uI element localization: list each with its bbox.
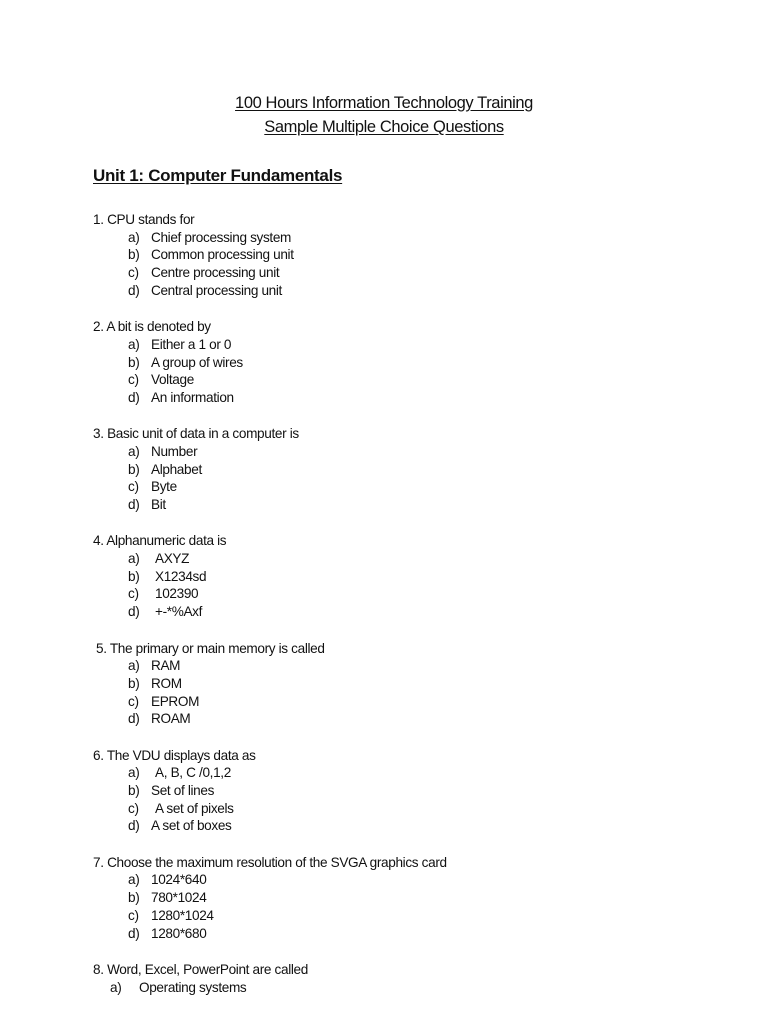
option-text: Common processing unit [151, 247, 294, 263]
option-text: Chief processing system [151, 229, 292, 245]
option-text: ROM [151, 675, 182, 691]
option-letter: a) [128, 872, 140, 888]
option-text: Either a 1 or 0 [151, 336, 232, 352]
answer-option [93, 246, 447, 264]
answer-option [93, 871, 447, 889]
option-letter: d) [128, 711, 140, 727]
question-text: 5. The primary or main memory is called [96, 640, 325, 656]
option-text: Bit [151, 497, 166, 512]
option-letter: a) [128, 765, 140, 781]
option-letter: c) [128, 693, 139, 709]
option-letter: a) [128, 336, 140, 352]
question-block [93, 211, 447, 299]
option-text: +-*%Axf [155, 604, 203, 620]
answer-option [93, 264, 447, 282]
answer-option [93, 371, 447, 389]
option-letter: c) [128, 907, 139, 923]
option-text: RAM [151, 658, 181, 674]
answer-option [93, 889, 447, 907]
answer-option [93, 925, 447, 943]
option-text: Number [151, 443, 198, 459]
option-text: 780*1024 [151, 890, 207, 906]
option-letter: a) [110, 979, 122, 995]
question-text: 7. Choose the maximum resolution of the SVGA graphics card [93, 854, 447, 870]
question-block [93, 854, 447, 942]
option-text: Set of lines [151, 783, 215, 798]
answer-option [93, 585, 447, 603]
option-text: Alphabet [151, 461, 202, 477]
option-text: X1234sd [155, 568, 207, 584]
question-text: 8. Word, Excel, PowerPoint are called [93, 961, 308, 977]
option-text: A, B, C /0,1,2 [155, 765, 231, 781]
option-letter: d) [128, 389, 140, 405]
option-text: EPROM [151, 693, 200, 709]
answer-option [93, 603, 447, 621]
option-text: 1280*1024 [151, 907, 214, 923]
question-text: 6. The VDU displays data as [93, 747, 256, 763]
document-subtitle: Sample Multiple Choice Questions [264, 118, 504, 136]
answer-option [93, 710, 447, 728]
answer-option [93, 693, 447, 711]
answer-option [93, 675, 447, 693]
answer-option [93, 461, 447, 479]
option-text: Operating systems [139, 979, 247, 995]
option-text: Voltage [151, 372, 194, 388]
answer-option [93, 550, 447, 568]
question-list [93, 211, 447, 1015]
answer-option [93, 282, 447, 300]
option-letter: a) [128, 229, 140, 245]
answer-option [93, 764, 447, 782]
option-letter: d) [128, 925, 140, 941]
answer-option [93, 354, 447, 372]
option-letter: d) [128, 818, 140, 834]
option-letter: b) [128, 461, 140, 477]
option-letter: c) [128, 265, 139, 281]
option-letter: b) [128, 568, 140, 584]
question-block [93, 425, 447, 513]
option-letter: b) [128, 783, 140, 798]
question-block [93, 318, 447, 406]
question-block [93, 532, 447, 620]
option-letter: b) [128, 890, 140, 906]
unit-heading: Unit 1: Computer Fundamentals [93, 166, 343, 185]
question-text: 3. Basic unit of data in a computer is [93, 426, 299, 442]
option-letter: a) [128, 658, 140, 674]
answer-option [93, 907, 447, 925]
option-text: 1024*640 [151, 872, 207, 888]
option-letter: a) [128, 443, 140, 459]
option-text: A set of pixels [155, 800, 234, 816]
option-letter: d) [128, 497, 140, 512]
answer-option [93, 478, 447, 496]
question-block [93, 961, 447, 996]
option-text: An information [151, 389, 234, 405]
option-letter: d) [128, 604, 140, 620]
option-text: 1280*680 [151, 925, 207, 941]
option-letter: b) [128, 247, 140, 263]
question-text: 4. Alphanumeric data is [93, 533, 227, 549]
option-letter: d) [128, 282, 140, 298]
option-text: AXYZ [155, 551, 190, 567]
option-letter: a) [128, 551, 140, 567]
question-block [93, 640, 447, 728]
option-letter: c) [128, 372, 139, 388]
answer-option [93, 979, 447, 997]
answer-option [93, 568, 447, 586]
option-text: A set of boxes [151, 818, 232, 834]
answer-option [93, 336, 447, 354]
option-text: Central processing unit [151, 282, 282, 298]
answer-option [93, 389, 447, 407]
option-letter: b) [128, 675, 140, 691]
answer-option [93, 782, 447, 800]
answer-option [93, 443, 447, 461]
option-letter: c) [128, 479, 139, 495]
question-text: 2. A bit is denoted by [93, 319, 211, 335]
answer-option [93, 229, 447, 247]
question-text: 1. CPU stands for [93, 212, 195, 227]
option-letter: c) [128, 800, 139, 816]
option-text: A group of wires [151, 354, 243, 370]
answer-option [93, 496, 447, 514]
answer-option [93, 800, 447, 818]
document-title: 100 Hours Information Technology Training [235, 94, 533, 112]
option-text: ROAM [151, 711, 191, 727]
answer-option [93, 817, 447, 835]
answer-option [93, 657, 447, 675]
question-block [93, 747, 447, 835]
option-text: 102390 [155, 586, 199, 602]
option-letter: b) [128, 354, 140, 370]
option-letter: c) [128, 586, 139, 602]
option-text: Centre processing unit [151, 265, 280, 281]
option-text: Byte [151, 479, 177, 495]
